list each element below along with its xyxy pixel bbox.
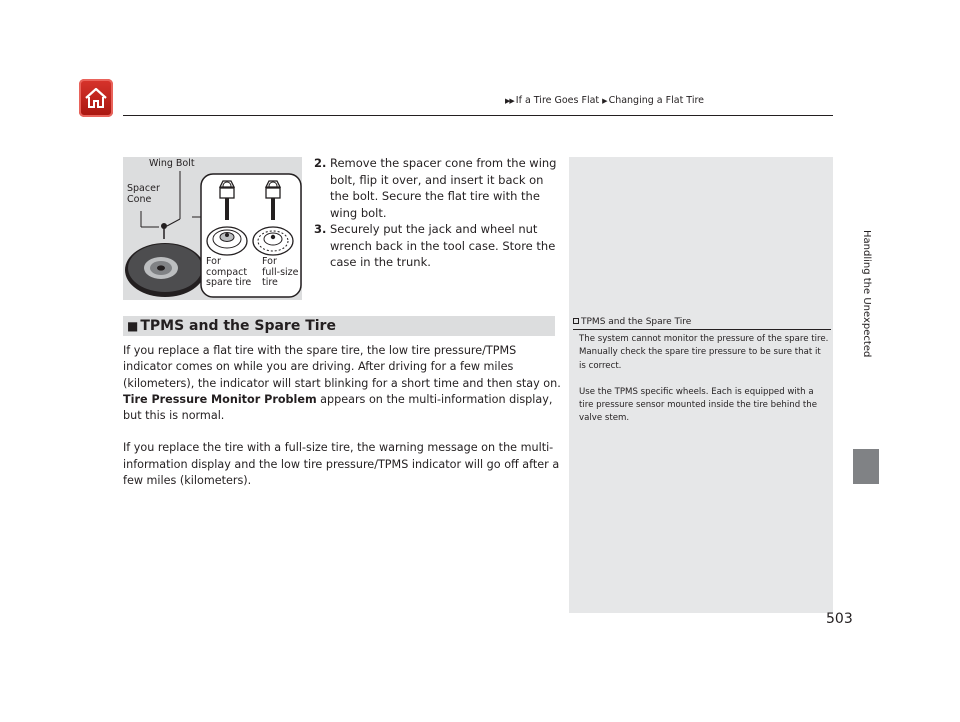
step-item	[314, 221, 564, 271]
wing-bolt-label: Wing Bolt	[149, 158, 195, 169]
home-button[interactable]	[79, 79, 113, 117]
spacer-cone-label: Spacer Cone	[127, 183, 160, 205]
full-size-label: For full-size tire	[262, 256, 299, 288]
breadcrumb-arrow-icon: ▶▶	[505, 97, 514, 105]
section-heading	[123, 316, 555, 336]
header-divider	[123, 115, 833, 116]
breadcrumb-arrow-icon: ▶	[602, 97, 607, 105]
step-number: 3.	[314, 222, 327, 236]
step-text: Securely put the jack and wheel nut wrench back in the tool case. Store the case in the trunk.	[330, 222, 556, 269]
side-note-divider	[573, 329, 831, 330]
reference-icon	[573, 318, 579, 324]
step-item	[314, 155, 564, 221]
side-note-paragraph: The system cannot monitor the pressure of the spare tire. Manually check the spare tire pressure to be sure that it is correct.	[579, 334, 829, 371]
side-note-title-text: TPMS and the Spare Tire	[581, 317, 692, 327]
body-paragraph	[123, 343, 563, 424]
display-message-name: Tire Pressure Monitor Problem	[123, 392, 317, 406]
spare-tire-illustration	[123, 157, 302, 300]
body-text-segment: appears on the multi-information display, but this is normal.	[123, 392, 553, 423]
chapter-tab-label: Handling the Unexpected	[861, 230, 872, 358]
section-title: TPMS and the Spare Tire	[140, 318, 336, 334]
step-text: Remove the spacer cone from the wing bolt, flip it over, and insert it back on the bolt. Secure the flat tire with the wing bolt.	[330, 156, 557, 220]
page-number: 503	[826, 611, 853, 627]
side-note-body	[579, 333, 829, 439]
breadcrumb-item[interactable]: Changing a Flat Tire	[608, 95, 705, 106]
body-paragraph: If you replace the tire with a full-size tire, the warning message on the multi-information display and the low tire pressure/TPMS indicator will go off after a few miles (kilometers).	[123, 441, 560, 488]
chapter-tab-marker[interactable]	[853, 449, 879, 484]
home-icon	[84, 86, 108, 110]
section-marker-icon: ■	[127, 319, 139, 333]
side-note-title[interactable]	[573, 317, 691, 327]
step-number: 2.	[314, 156, 327, 170]
procedure-steps	[314, 155, 564, 271]
body-text-segment: If you replace a flat tire with the spare tire, the low tire pressure/TPMS indicator comes on while you are driving. After driving for a few miles (kilometers), the indicator will start blinking for a short time and then stay on.	[123, 344, 561, 390]
breadcrumb	[505, 95, 704, 106]
side-note-paragraph: Use the TPMS specific wheels. Each is equipped with a tire pressure sensor mounted inside the tire behind the valve stem.	[579, 386, 817, 424]
section-body	[123, 343, 563, 505]
compact-spare-label: For compact spare tire	[206, 256, 252, 288]
breadcrumb-item[interactable]: If a Tire Goes Flat	[515, 95, 600, 106]
